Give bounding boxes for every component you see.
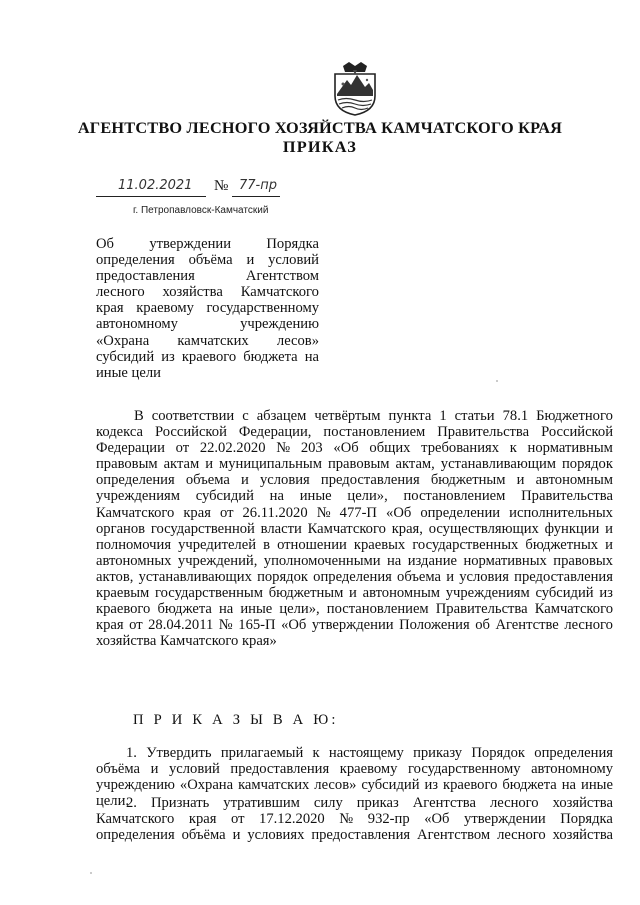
- word: от: [231, 811, 245, 828]
- text-line: [96, 440, 613, 456]
- word: приказ: [356, 795, 399, 811]
- word: учреждению: [240, 316, 319, 333]
- word: определения: [96, 472, 175, 489]
- word: камчатских: [238, 777, 310, 794]
- word: на: [386, 552, 402, 569]
- word: цели»,: [347, 488, 388, 505]
- agency-title: АГЕНТСТВО ЛЕСНОГО ХОЗЯЙСТВА КАМЧАТСКОГО КРАЯ: [77, 118, 563, 137]
- word: лесного: [564, 617, 613, 634]
- word: отношении: [277, 536, 347, 553]
- word: на: [561, 777, 577, 794]
- word: правовых: [553, 552, 613, 569]
- word: государственному: [206, 300, 319, 317]
- text-line: [96, 811, 613, 827]
- word: В: [134, 408, 144, 424]
- word: предоставления: [514, 568, 613, 585]
- text-line: [96, 761, 613, 777]
- word: краевого: [96, 601, 151, 618]
- text-line: [96, 268, 319, 284]
- decree-word: П Р И К А З Ы В А Ю:: [133, 712, 339, 728]
- word: утратившим: [223, 795, 300, 811]
- word: края: [188, 811, 217, 828]
- word: государственному: [408, 761, 521, 778]
- word: иные: [240, 601, 273, 618]
- word: Порядок: [471, 745, 526, 761]
- word: государственной: [150, 520, 255, 537]
- word: актам,: [395, 456, 435, 473]
- word: бюджетным: [268, 585, 344, 602]
- word: края,: [391, 520, 423, 537]
- word: условиях: [247, 827, 305, 844]
- word: автономным: [535, 472, 613, 489]
- word: субсидий: [195, 488, 254, 505]
- word: 477-П: [339, 504, 377, 521]
- word: цели.: [96, 793, 130, 810]
- word: об: [475, 617, 490, 634]
- word: автономному: [96, 316, 178, 333]
- word: «Об: [281, 617, 307, 634]
- word: предоставления: [96, 268, 195, 285]
- text-line: [96, 472, 613, 488]
- word: краевого: [181, 348, 237, 365]
- word: муниципальным: [218, 456, 322, 473]
- word: условия: [259, 472, 310, 489]
- word: к: [509, 440, 517, 457]
- word: «Охрана: [96, 332, 150, 349]
- word: бюджета: [157, 601, 212, 618]
- city-line: г. Петропавловск-Камчатский: [133, 205, 269, 216]
- word: устанавливающих: [138, 568, 252, 585]
- text-line: [96, 488, 613, 504]
- word: субсидий: [361, 777, 420, 794]
- word: краевым: [96, 585, 150, 602]
- word: и: [349, 585, 357, 602]
- number-underline: [232, 196, 280, 197]
- word: постановлением: [323, 424, 426, 441]
- text-line: [96, 777, 613, 793]
- text-line: [96, 827, 613, 843]
- word: устанавливающим: [440, 456, 557, 473]
- word: и: [605, 520, 613, 537]
- word: Камчатского: [96, 811, 175, 828]
- word: Камчатского: [534, 601, 613, 618]
- coat-of-arms-icon: [329, 60, 381, 116]
- word: утверждении: [149, 236, 231, 252]
- word: автономному: [531, 761, 613, 778]
- word: Бюджетного: [536, 408, 613, 424]
- word: лесного: [497, 827, 546, 844]
- word: власти: [260, 520, 302, 537]
- word: от: [129, 617, 143, 634]
- word: Агентства: [412, 795, 476, 811]
- word: настоящему: [328, 745, 404, 761]
- word: бюджета: [502, 777, 557, 794]
- word: условия: [459, 568, 509, 585]
- word: полномочия: [96, 536, 172, 553]
- text-line: [96, 537, 613, 553]
- word: учреждений,: [177, 552, 258, 569]
- word: бюджетных: [525, 536, 599, 553]
- word: постановлением: [403, 488, 506, 505]
- word: объема: [397, 568, 442, 585]
- word: Агентством: [245, 268, 319, 285]
- word: четвёртым: [314, 408, 381, 424]
- word: функции: [544, 520, 600, 537]
- word: краевых: [353, 536, 406, 553]
- word: в: [263, 536, 270, 553]
- word: 28.04.2011: [148, 617, 214, 634]
- word: нормативных: [463, 552, 547, 569]
- word: краевому: [136, 300, 194, 317]
- text-line: [96, 284, 319, 300]
- word: осуществляющих: [428, 520, 539, 537]
- word: хозяйства: [552, 795, 613, 811]
- word: №: [339, 811, 354, 828]
- word: из: [599, 585, 613, 602]
- word: от: [175, 440, 190, 457]
- text-line: [96, 252, 319, 268]
- text-line: [96, 333, 319, 349]
- word: учредителей: [178, 536, 257, 553]
- word: актам: [163, 456, 200, 473]
- word: Российской: [541, 424, 613, 441]
- word: лесов»: [276, 332, 319, 349]
- text-line: [96, 300, 319, 316]
- word: и: [232, 827, 241, 844]
- word: порядок: [562, 456, 613, 473]
- word: учреждениям: [445, 585, 530, 602]
- word: и: [246, 252, 255, 269]
- text-line: [96, 505, 613, 521]
- order-item-2: [96, 795, 613, 843]
- word: определения: [313, 568, 392, 585]
- word: и: [205, 456, 214, 473]
- word: утверждении: [311, 617, 394, 634]
- text-line: [96, 617, 613, 633]
- word: 1: [439, 408, 447, 424]
- word: уполномоченными: [263, 552, 381, 569]
- text-line: [96, 521, 613, 537]
- word: кодекса: [96, 424, 143, 441]
- word: требованиях: [421, 440, 500, 457]
- word: прилагаемый: [220, 745, 304, 761]
- word: автономным: [362, 585, 440, 602]
- word: постановлением: [326, 601, 429, 618]
- word: Федерации,: [238, 424, 312, 441]
- text-line: [96, 553, 613, 569]
- word: и: [446, 568, 455, 585]
- document-type-title: ПРИКАЗ: [282, 137, 358, 156]
- word: 1.: [126, 745, 137, 761]
- word: общих: [369, 440, 411, 457]
- number-sign: №: [214, 178, 229, 194]
- text-line: [96, 236, 319, 252]
- word: «Охрана: [179, 777, 234, 794]
- word: бюджета: [243, 348, 298, 365]
- word: определения: [96, 827, 175, 844]
- order-subject: [96, 236, 319, 381]
- word: хозяйства: [162, 284, 223, 301]
- word: на: [304, 348, 319, 365]
- word: субсидий: [96, 348, 155, 365]
- word: издание: [407, 552, 458, 569]
- word: утверждении: [464, 811, 546, 828]
- handwritten-number: 77-пр: [239, 178, 277, 193]
- word: пункта: [388, 408, 432, 424]
- word: бюджетным: [430, 472, 506, 489]
- word: объема: [185, 472, 230, 489]
- word: краевому: [339, 761, 398, 778]
- word: и: [150, 761, 159, 778]
- word: от: [219, 504, 234, 521]
- word: объёма: [181, 827, 226, 844]
- word: края: [96, 300, 124, 317]
- word: с: [242, 408, 249, 424]
- word: условий: [168, 761, 220, 778]
- word: предоставления: [311, 827, 411, 844]
- word: 17.12.2020: [259, 811, 325, 828]
- word: предоставления: [320, 472, 420, 489]
- word: приказу: [413, 745, 463, 761]
- word: и: [605, 536, 613, 553]
- word: актов,: [96, 568, 134, 585]
- word: нормативным: [527, 440, 613, 457]
- text-line: [96, 745, 613, 761]
- word: 165-П: [238, 617, 276, 634]
- word: «Об: [333, 440, 359, 457]
- word: №: [218, 617, 233, 634]
- word: иные: [299, 488, 332, 505]
- word: лесного: [489, 795, 539, 811]
- preamble-paragraph: [96, 408, 613, 649]
- word: абзацем: [256, 408, 307, 424]
- word: края: [96, 617, 124, 634]
- word: к: [312, 745, 320, 761]
- word: Правительства: [521, 488, 613, 505]
- word: субсидий: [535, 585, 594, 602]
- registration-line: [96, 178, 282, 200]
- word: порядок: [257, 568, 308, 585]
- text-line: [96, 633, 613, 649]
- word: краевого: [443, 777, 498, 794]
- handwritten-date: 11.02.2021: [118, 178, 193, 193]
- word: лесного: [96, 284, 145, 301]
- text-line: [96, 585, 613, 601]
- word: Положения: [399, 617, 470, 634]
- word: «Об: [424, 811, 450, 828]
- word: исполнительных: [509, 504, 613, 521]
- word: края: [183, 504, 211, 521]
- word: соответствии: [151, 408, 235, 424]
- word: Утвердить: [146, 745, 212, 761]
- word: государственным: [155, 585, 263, 602]
- word: хозяйства: [552, 827, 613, 844]
- word: хозяйства Камчатского края»: [96, 633, 277, 650]
- word: Камчатского: [307, 520, 386, 537]
- word: органов: [96, 520, 146, 537]
- text-line: [96, 365, 319, 381]
- word: силу: [313, 795, 343, 811]
- word: 203: [300, 440, 323, 457]
- text-line: [96, 456, 613, 472]
- word: 932-пр: [367, 811, 410, 828]
- word: Российской: [154, 424, 227, 441]
- word: 22.02.2020: [199, 440, 266, 457]
- word: и: [516, 472, 525, 489]
- word: Правительства: [435, 601, 528, 618]
- word: Правительства: [437, 424, 530, 441]
- word: государственных: [412, 536, 519, 553]
- word: определения: [534, 745, 613, 761]
- word: Порядка: [560, 811, 613, 828]
- word: правовым: [96, 456, 158, 473]
- word: Камчатского: [240, 284, 319, 301]
- word: №: [276, 440, 291, 457]
- word: иные: [581, 777, 613, 794]
- word: Агентством: [417, 827, 491, 844]
- word: условий: [268, 252, 319, 269]
- date-underline: [96, 196, 206, 197]
- word: учреждениям: [96, 488, 180, 505]
- text-line: [96, 349, 319, 365]
- word: камчатских: [177, 332, 249, 349]
- word: Федерации: [96, 440, 165, 457]
- word: предоставления: [230, 761, 330, 778]
- text-line: [96, 601, 613, 617]
- word: статьи: [454, 408, 495, 424]
- word: №: [316, 504, 331, 521]
- word: 78.1: [502, 408, 529, 424]
- word: из: [424, 777, 439, 794]
- word: Признать: [150, 795, 210, 811]
- word: иные цели: [96, 364, 161, 381]
- word: лесов»: [314, 777, 357, 794]
- scan-speck: [496, 380, 498, 382]
- text-line: [96, 424, 613, 440]
- word: объёма: [188, 252, 233, 269]
- word: Об: [96, 236, 114, 252]
- word: правовым: [327, 456, 390, 473]
- word: и: [241, 472, 249, 489]
- word: автономных: [96, 552, 172, 569]
- text-line: [96, 569, 613, 585]
- word: определении: [420, 504, 501, 521]
- word: 26.11.2020: [242, 504, 308, 521]
- word: Порядка: [266, 236, 319, 252]
- text-line: [96, 408, 613, 424]
- word: Агентстве: [495, 617, 559, 634]
- scan-speck: [90, 872, 92, 874]
- text-line: [96, 316, 319, 332]
- word: на: [218, 601, 234, 618]
- word: Камчатского: [96, 504, 175, 521]
- word: из: [161, 348, 175, 365]
- word: объёма: [96, 761, 140, 778]
- text-line: [96, 795, 613, 811]
- word: 2.: [126, 795, 137, 811]
- word: учреждению: [96, 777, 175, 794]
- word: определения: [96, 252, 175, 269]
- word: цели»,: [279, 601, 320, 618]
- word: на: [269, 488, 284, 505]
- word: «Об: [386, 504, 412, 521]
